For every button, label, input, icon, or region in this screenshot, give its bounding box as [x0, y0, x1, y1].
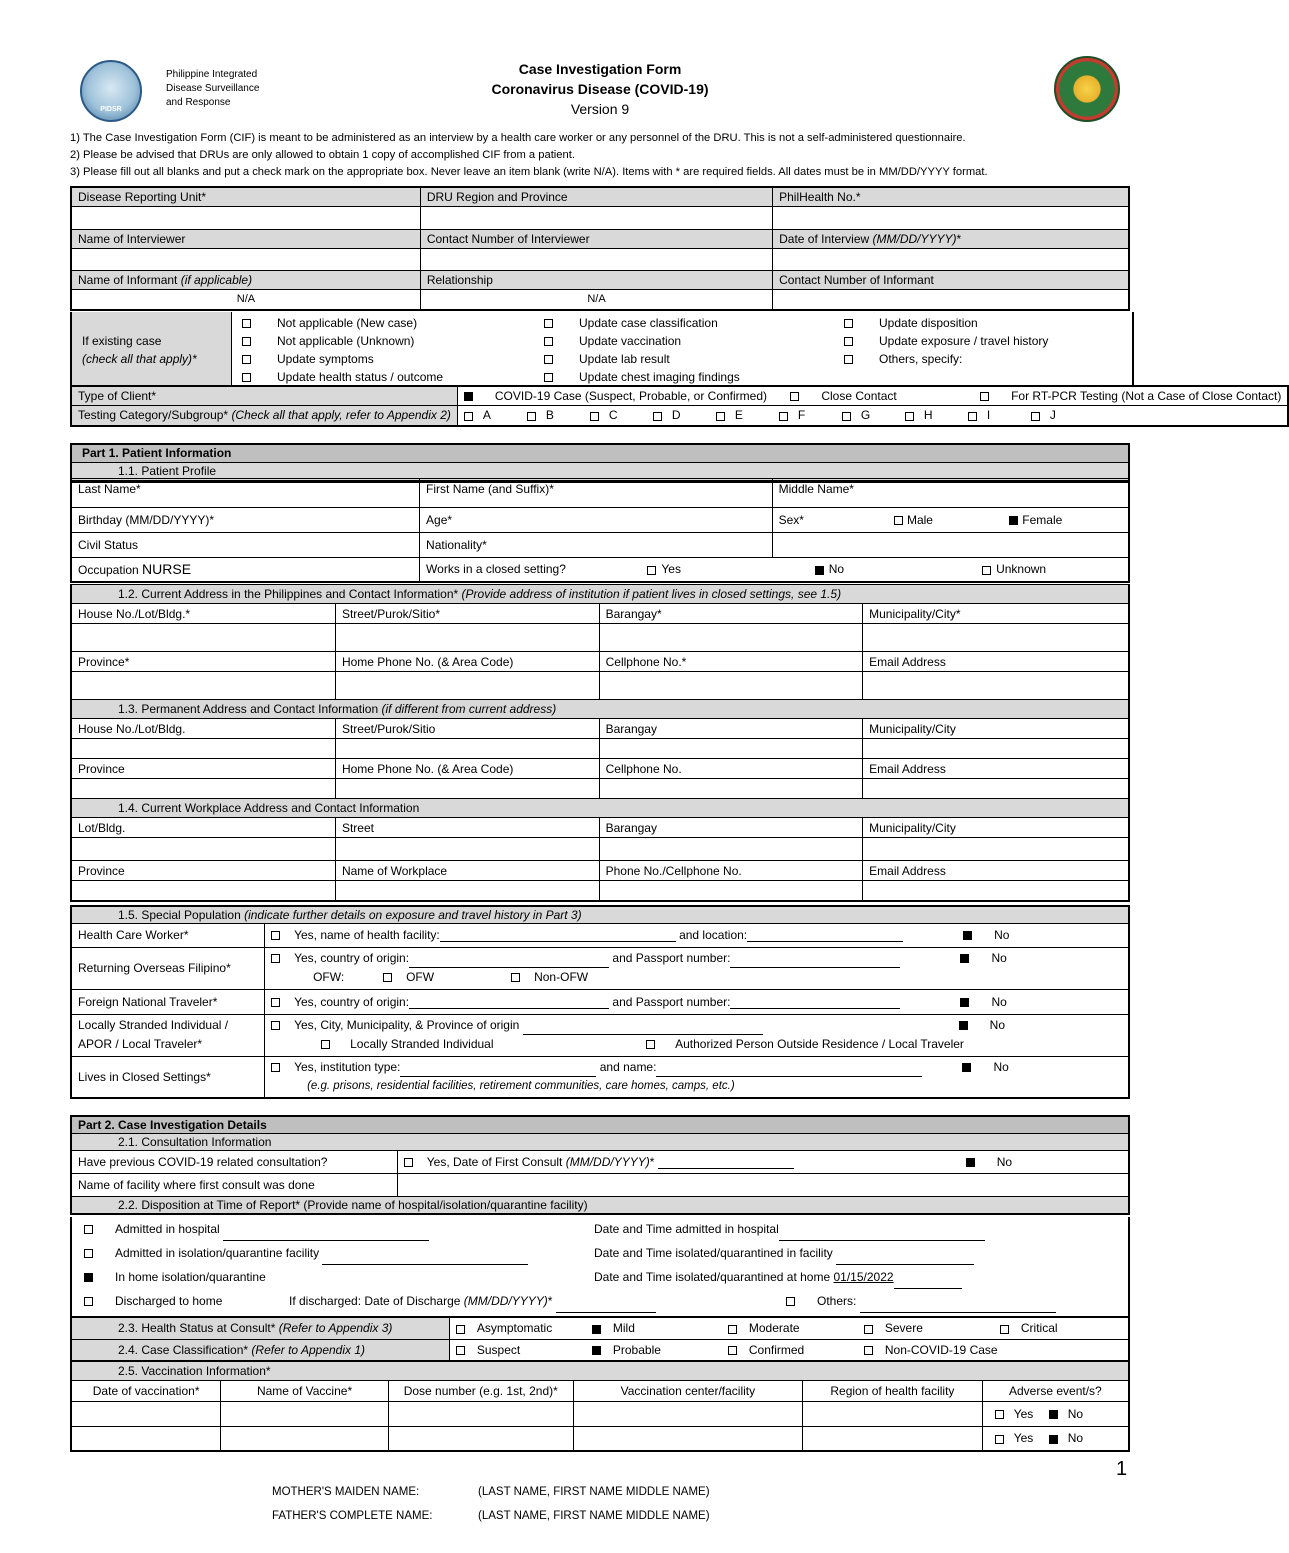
rof-yes-option[interactable]: Yes, country of origin: — [271, 951, 409, 965]
client-type-label: Type of Client* — [71, 386, 457, 405]
ofw-option[interactable]: OFW — [383, 968, 511, 987]
vaccination-row — [71, 1401, 1129, 1426]
opt-others[interactable]: Others, specify: — [844, 350, 1084, 368]
interview-date-field[interactable] — [773, 248, 1129, 270]
existing-case-label: If existing case — [82, 334, 162, 348]
email-label: Email Address — [863, 652, 1129, 672]
facility-label: Name of facility where first consult was done — [71, 1173, 397, 1196]
sex-field: Sex* Male Female — [772, 508, 1129, 533]
disposition-block — [70, 1217, 1130, 1316]
existing-case-row — [70, 312, 1134, 386]
workplace-name-field[interactable] — [335, 881, 599, 901]
sex-male-option[interactable]: Male — [894, 513, 1006, 527]
health-option-critical[interactable]: Critical — [1000, 1321, 1110, 1335]
adverse-options — [982, 1401, 1129, 1426]
dru-field[interactable] — [71, 206, 420, 229]
vac-region-field[interactable] — [803, 1401, 983, 1426]
vac-col-header: Vaccination center/facility — [573, 1380, 802, 1401]
workplace-name-label: Name of Workplace — [335, 861, 599, 881]
testing-category-options — [457, 405, 1288, 426]
work-lot-label: Lot/Bldg. — [71, 818, 335, 838]
vac-center-field[interactable] — [573, 1401, 802, 1426]
client-type-table — [70, 385, 1289, 427]
sex-female-option[interactable]: Female — [1009, 513, 1062, 527]
first-name-field[interactable]: First Name (and Suffix)* — [420, 479, 773, 508]
lcs-options: Yes, institution type: and name: No (e.g. prisons, residential facilities, retirement communities, care homes, camps, etc.) — [265, 1056, 1129, 1098]
doh-seal — [1054, 56, 1120, 122]
perm-municipality-field[interactable] — [863, 739, 1129, 759]
perm-home-phone-field[interactable] — [335, 779, 599, 799]
closed-no-option[interactable]: No — [815, 562, 979, 576]
province-label: Province* — [71, 652, 335, 672]
vac-col-header: Name of Vaccine* — [221, 1380, 389, 1401]
interviewer-contact-field[interactable] — [420, 248, 772, 270]
house-field[interactable] — [71, 624, 335, 652]
perm-province-label: Province — [71, 759, 335, 779]
birthday-field[interactable]: Birthday (MM/DD/YYYY)* — [71, 508, 420, 533]
lsi-yes-option[interactable]: Yes, City, Municipality, & Province of origin — [271, 1018, 519, 1032]
opt-update-vaccination[interactable]: Update vaccination — [544, 332, 740, 350]
municipality-field[interactable] — [863, 624, 1129, 652]
testing-option-a[interactable]: A — [464, 408, 527, 422]
opt-update-imaging[interactable]: Update chest imaging findings — [544, 368, 740, 386]
opt-unknown-case[interactable]: Not applicable (Unknown) — [242, 332, 443, 350]
house-label: House No./Lot/Bldg.* — [71, 604, 335, 624]
testing-option-g[interactable]: G — [842, 408, 905, 422]
fnt-options: Yes, country of origin: and Passport number: No — [265, 989, 1129, 1014]
prev-no-option[interactable]: No — [966, 1155, 1012, 1169]
admitted-hospital-option[interactable]: Admitted in hospital — [84, 1217, 656, 1241]
work-lot-field[interactable] — [71, 838, 335, 861]
interviewer-field[interactable] — [71, 248, 420, 270]
informant-contact-field[interactable] — [773, 289, 1129, 310]
others-option[interactable]: Others: — [594, 1289, 1056, 1313]
current-address-table — [70, 584, 1130, 902]
work-street-field[interactable] — [335, 838, 599, 861]
opt-update-health-status[interactable]: Update health status / outcome — [242, 368, 443, 386]
lsi-option[interactable]: Locally Stranded Individual — [321, 1035, 646, 1054]
perm-barangay-label: Barangay — [599, 719, 863, 739]
instruction-2: 2) Please be advised that DRUs are only allowed to obtain 1 copy of accomplished CIF from a patient. — [70, 149, 575, 161]
home-isolation-option[interactable]: In home isolation/quarantine — [84, 1265, 656, 1289]
client-options — [457, 386, 1288, 405]
section-1-2: 1.2. Current Address in the Philippines and Contact Information* (Provide address of institution if patient lives in closed settings, see 1.5) — [71, 585, 1129, 604]
section-2-2: 2.2. Disposition at Time of Report* (Provide name of hospital/isolation/quarantine facility) — [71, 1196, 1129, 1214]
vac-col-header: Region of health facility — [803, 1380, 983, 1401]
vac-date-field[interactable] — [71, 1401, 221, 1426]
work-municipality-field[interactable] — [863, 838, 1129, 861]
dru-region-field[interactable] — [420, 206, 772, 229]
fnt-no-option[interactable]: No — [960, 995, 1006, 1009]
vac-dose-field[interactable] — [388, 1426, 573, 1451]
relationship-field[interactable]: N/A — [420, 289, 772, 310]
home-phone-label: Home Phone No. (& Area Code) — [335, 652, 599, 672]
prev-yes-option[interactable]: Yes, Date of First Consult (MM/DD/YYYY)* — [404, 1155, 655, 1169]
vac-date-field[interactable] — [71, 1426, 221, 1451]
perm-email-field[interactable] — [863, 779, 1129, 799]
lsi-options — [265, 1014, 1129, 1056]
middle-name-field[interactable]: Middle Name* — [772, 479, 1129, 508]
section-1-1: 1.1. Patient Profile — [72, 463, 1128, 481]
perm-email-label: Email Address — [863, 759, 1129, 779]
vaccination-row — [71, 1426, 1129, 1451]
instruction-3: 3) Please fill out all blanks and put a check mark on the appropriate box. Never leave an item blank (write N/A). Items with * are required fields. All dates must be in MM/DD/YYYY format. — [70, 166, 988, 178]
occupation-field[interactable]: Occupation NURSE — [71, 558, 420, 582]
admitted-isolation-option[interactable]: Admitted in isolation/quarantine facility — [84, 1241, 656, 1265]
work-email-label: Email Address — [863, 861, 1129, 881]
class-option-probable[interactable]: Probable — [592, 1343, 728, 1357]
barangay-field[interactable] — [599, 624, 863, 652]
health-status-options — [449, 1317, 1129, 1339]
prev-consult-label: Have previous COVID-19 related consultation? — [71, 1150, 397, 1173]
org-name-line3: and Response — [166, 97, 231, 108]
perm-house-label: House No./Lot/Bldg. — [71, 719, 335, 739]
section-1-3: 1.3. Permanent Address and Contact Information (if different from current address) — [71, 700, 1129, 719]
existing-case-hint: (check all that apply)* — [82, 352, 197, 366]
part2-title: Part 2. Case Investigation Details — [71, 1116, 1129, 1133]
class-option-confirmed[interactable]: Confirmed — [728, 1343, 864, 1357]
relationship-label: Relationship — [420, 270, 772, 289]
section-2-3: 2.3. Health Status at Consult* (Refer to Appendix 3) — [71, 1317, 449, 1339]
class-option-non-covid-19-case[interactable]: Non-COVID-19 Case — [864, 1343, 1000, 1357]
civil-status-field[interactable]: Civil Status — [71, 533, 420, 558]
vac-col-header: Date of vaccination* — [71, 1380, 221, 1401]
perm-house-field[interactable] — [71, 739, 335, 759]
rof-options: Yes, country of origin: and Passport number: No OFW: OFW Non-OFW — [265, 947, 1129, 989]
dt-isolation[interactable]: Date and Time isolated/quarantined in facility — [594, 1241, 1056, 1265]
org-name-line2: Disease Surveillance — [166, 83, 260, 94]
perm-province-field[interactable] — [71, 779, 335, 799]
philhealth-label: PhilHealth No.* — [773, 187, 1129, 206]
mother-label: MOTHER'S MAIDEN NAME: — [272, 1486, 420, 1498]
prev-consult-options — [397, 1150, 1129, 1173]
lsi-label: Locally Stranded Individual / APOR / Local Traveler* — [71, 1014, 265, 1056]
health-class-table — [70, 1316, 1130, 1362]
opt-update-lab[interactable]: Update lab result — [544, 350, 740, 368]
interview-date-label: Date of Interview (MM/DD/YYYY)* — [773, 229, 1129, 248]
dt-home[interactable]: Date and Time isolated/quarantined at home 01/15/2022 — [594, 1265, 1056, 1289]
work-province-label: Province — [71, 861, 335, 881]
street-label: Street/Purok/Sitio* — [335, 604, 599, 624]
testing-category-label: Testing Category/Subgroup* (Check all that apply, refer to Appendix 2) — [71, 405, 457, 426]
section-1-5: 1.5. Special Population (indicate further details on exposure and travel history in Part 3) — [71, 906, 1129, 923]
perm-barangay-field[interactable] — [599, 739, 863, 759]
adverse-no-option[interactable]: No — [1049, 1431, 1083, 1445]
lcs-examples: (e.g. prisons, residential facilities, retirement communities, care homes, camps, etc.) — [307, 1079, 735, 1092]
last-name-field[interactable]: Last Name* — [71, 479, 420, 508]
testing-option-b[interactable]: B — [527, 408, 590, 422]
vac-col-header: Dose number (e.g. 1st, 2nd)* — [388, 1380, 573, 1401]
pidsr-logo — [80, 60, 142, 122]
vac-dose-field[interactable] — [388, 1401, 573, 1426]
testing-option-h[interactable]: H — [905, 408, 968, 422]
org-name-line1: Philippine Integrated — [166, 69, 258, 80]
rof-no-option[interactable]: No — [960, 951, 1006, 965]
lcs-yes-option[interactable]: Yes, institution type: — [271, 1060, 400, 1074]
form-subtitle: Coronavirus Disease (COVID-19) — [491, 81, 709, 97]
opt-update-disposition[interactable]: Update disposition — [844, 314, 1084, 332]
fnt-yes-option[interactable]: Yes, country of origin: — [271, 995, 409, 1009]
patient-profile-table — [70, 478, 1130, 583]
perm-street-label: Street/Purok/Sitio — [335, 719, 599, 739]
testing-option-d[interactable]: D — [653, 408, 716, 422]
dru-info-table — [70, 186, 1130, 311]
email-field[interactable] — [863, 672, 1129, 700]
hcw-yes-option[interactable]: Yes, name of health facility: — [271, 928, 440, 942]
work-municipality-label: Municipality/City — [863, 818, 1129, 838]
nationality-field[interactable]: Nationality* — [420, 533, 773, 558]
interviewer-contact-label: Contact Number of Interviewer — [420, 229, 772, 248]
opt-covid-case[interactable]: COVID-19 Case (Suspect, Probable, or Confirmed) — [464, 389, 767, 403]
work-barangay-field[interactable] — [599, 838, 863, 861]
closed-setting-field: Works in a closed setting? Yes No Unknown — [420, 558, 1129, 582]
vaccination-table — [70, 1360, 1130, 1452]
classification-options — [449, 1339, 1129, 1361]
municipality-label: Municipality/City* — [863, 604, 1129, 624]
apor-option[interactable]: Authorized Person Outside Residence / Local Traveler — [646, 1037, 964, 1051]
special-population-table — [70, 905, 1130, 1099]
adverse-no-option[interactable]: No — [1049, 1407, 1083, 1421]
hcw-options: Yes, name of health facility: and location: No — [265, 923, 1129, 947]
class-option-suspect[interactable]: Suspect — [456, 1343, 592, 1357]
vac-name-field[interactable] — [221, 1401, 389, 1426]
work-phone-label: Phone No./Cellphone No. — [599, 861, 863, 881]
informant-field[interactable]: N/A — [71, 289, 420, 310]
health-option-asymptomatic[interactable]: Asymptomatic — [456, 1321, 592, 1335]
vac-col-header: Adverse event/s? — [982, 1380, 1129, 1401]
page-number: 1 — [1116, 1458, 1128, 1480]
lcs-no-option[interactable]: No — [962, 1060, 1008, 1074]
informant-label: Name of Informant (if applicable) — [71, 270, 420, 289]
health-option-severe[interactable]: Severe — [864, 1321, 1000, 1335]
adverse-options — [982, 1426, 1129, 1451]
vac-name-field[interactable] — [221, 1426, 389, 1451]
perm-cellphone-field[interactable] — [599, 779, 863, 799]
hcw-label: Health Care Worker* — [71, 923, 265, 947]
opt-new-case[interactable]: Not applicable (New case) — [242, 314, 443, 332]
testing-option-c[interactable]: C — [590, 408, 653, 422]
adverse-yes-option[interactable]: Yes — [995, 1407, 1049, 1421]
form-title: Case Investigation Form — [518, 61, 682, 77]
non-ofw-option[interactable]: Non-OFW — [511, 970, 588, 984]
work-barangay-label: Barangay — [599, 818, 863, 838]
perm-street-field[interactable] — [335, 739, 599, 759]
opt-rtpcr[interactable]: For RT-PCR Testing (Not a Case of Close Contact) — [980, 389, 1281, 403]
section-2-5: 2.5. Vaccination Information* — [71, 1361, 1129, 1380]
home-phone-field[interactable] — [335, 672, 599, 700]
section-2-1: 2.1. Consultation Information — [71, 1133, 1129, 1150]
barangay-label: Barangay* — [599, 604, 863, 624]
discharged-option[interactable]: Discharged to home If discharged: Date of Discharge (MM/DD/YYYY)* — [84, 1289, 656, 1313]
opt-update-exposure[interactable]: Update exposure / travel history — [844, 332, 1084, 350]
dt-hospital[interactable]: Date and Time admitted in hospital — [594, 1217, 1056, 1241]
health-option-mild[interactable]: Mild — [592, 1321, 728, 1335]
section-1-4: 1.4. Current Workplace Address and Contact Information — [71, 799, 1129, 818]
form-version: Version 9 — [570, 101, 630, 117]
work-email-field[interactable] — [863, 881, 1129, 901]
lsi-no-option[interactable]: No — [959, 1018, 1005, 1032]
fnt-label: Foreign National Traveler* — [71, 989, 265, 1014]
work-province-field[interactable] — [71, 881, 335, 901]
part2-table — [70, 1115, 1130, 1215]
testing-option-i[interactable]: I — [968, 408, 1031, 422]
part1-title: Part 1. Patient Information — [72, 445, 1128, 463]
rof-label: Returning Overseas Filipino* — [71, 947, 265, 989]
province-field[interactable] — [71, 672, 335, 700]
dru-region-label: DRU Region and Province — [420, 187, 772, 206]
philhealth-field[interactable] — [773, 206, 1129, 229]
occupation-value: NURSE — [142, 561, 192, 578]
work-street-label: Street — [335, 818, 599, 838]
opt-close-contact[interactable]: Close Contact — [790, 389, 896, 403]
testing-option-j[interactable]: J — [1031, 408, 1094, 422]
facility-field[interactable] — [397, 1173, 1129, 1196]
instruction-1: 1) The Case Investigation Form (CIF) is meant to be administered as an interview by a health care worker or any personnel of the DRU. This is not a self-administered questionnaire. — [70, 132, 966, 144]
perm-cellphone-label: Cellphone No. — [599, 759, 863, 779]
cellphone-label: Cellphone No.* — [599, 652, 863, 672]
adverse-yes-option[interactable]: Yes — [995, 1431, 1049, 1445]
interviewer-label: Name of Interviewer — [71, 229, 420, 248]
cellphone-field[interactable] — [599, 672, 863, 700]
dru-label: Disease Reporting Unit* — [71, 187, 420, 206]
part1-section — [70, 443, 1130, 483]
health-option-moderate[interactable]: Moderate — [728, 1321, 864, 1335]
dt-home-value: 01/15/2022 — [833, 1270, 894, 1284]
perm-municipality-label: Municipality/City — [863, 719, 1129, 739]
mother-format[interactable]: (LAST NAME, FIRST NAME MIDDLE NAME) — [478, 1486, 710, 1498]
closed-unknown-option[interactable]: Unknown — [982, 562, 1046, 576]
opt-update-symptoms[interactable]: Update symptoms — [242, 350, 443, 368]
hcw-no-option[interactable]: No — [963, 928, 1009, 942]
vac-region-field[interactable] — [803, 1426, 983, 1451]
opt-update-classification[interactable]: Update case classification — [544, 314, 740, 332]
street-field[interactable] — [335, 624, 599, 652]
work-phone-field[interactable] — [599, 881, 863, 901]
closed-yes-option[interactable]: Yes — [647, 562, 811, 576]
logo-text: PIDSR — [100, 106, 122, 113]
testing-option-e[interactable]: E — [716, 408, 779, 422]
section-2-4: 2.4. Case Classification* (Refer to Appendix 1) — [71, 1339, 449, 1361]
lcs-label: Lives in Closed Settings* — [71, 1056, 265, 1098]
informant-contact-label: Contact Number of Informant — [773, 270, 1129, 289]
father-format[interactable]: (LAST NAME, FIRST NAME MIDDLE NAME) — [478, 1510, 710, 1522]
vac-center-field[interactable] — [573, 1426, 802, 1451]
perm-home-phone-label: Home Phone No. (& Area Code) — [335, 759, 599, 779]
testing-option-f[interactable]: F — [779, 408, 842, 422]
father-label: FATHER'S COMPLETE NAME: — [272, 1510, 433, 1522]
age-field[interactable]: Age* — [420, 508, 773, 533]
